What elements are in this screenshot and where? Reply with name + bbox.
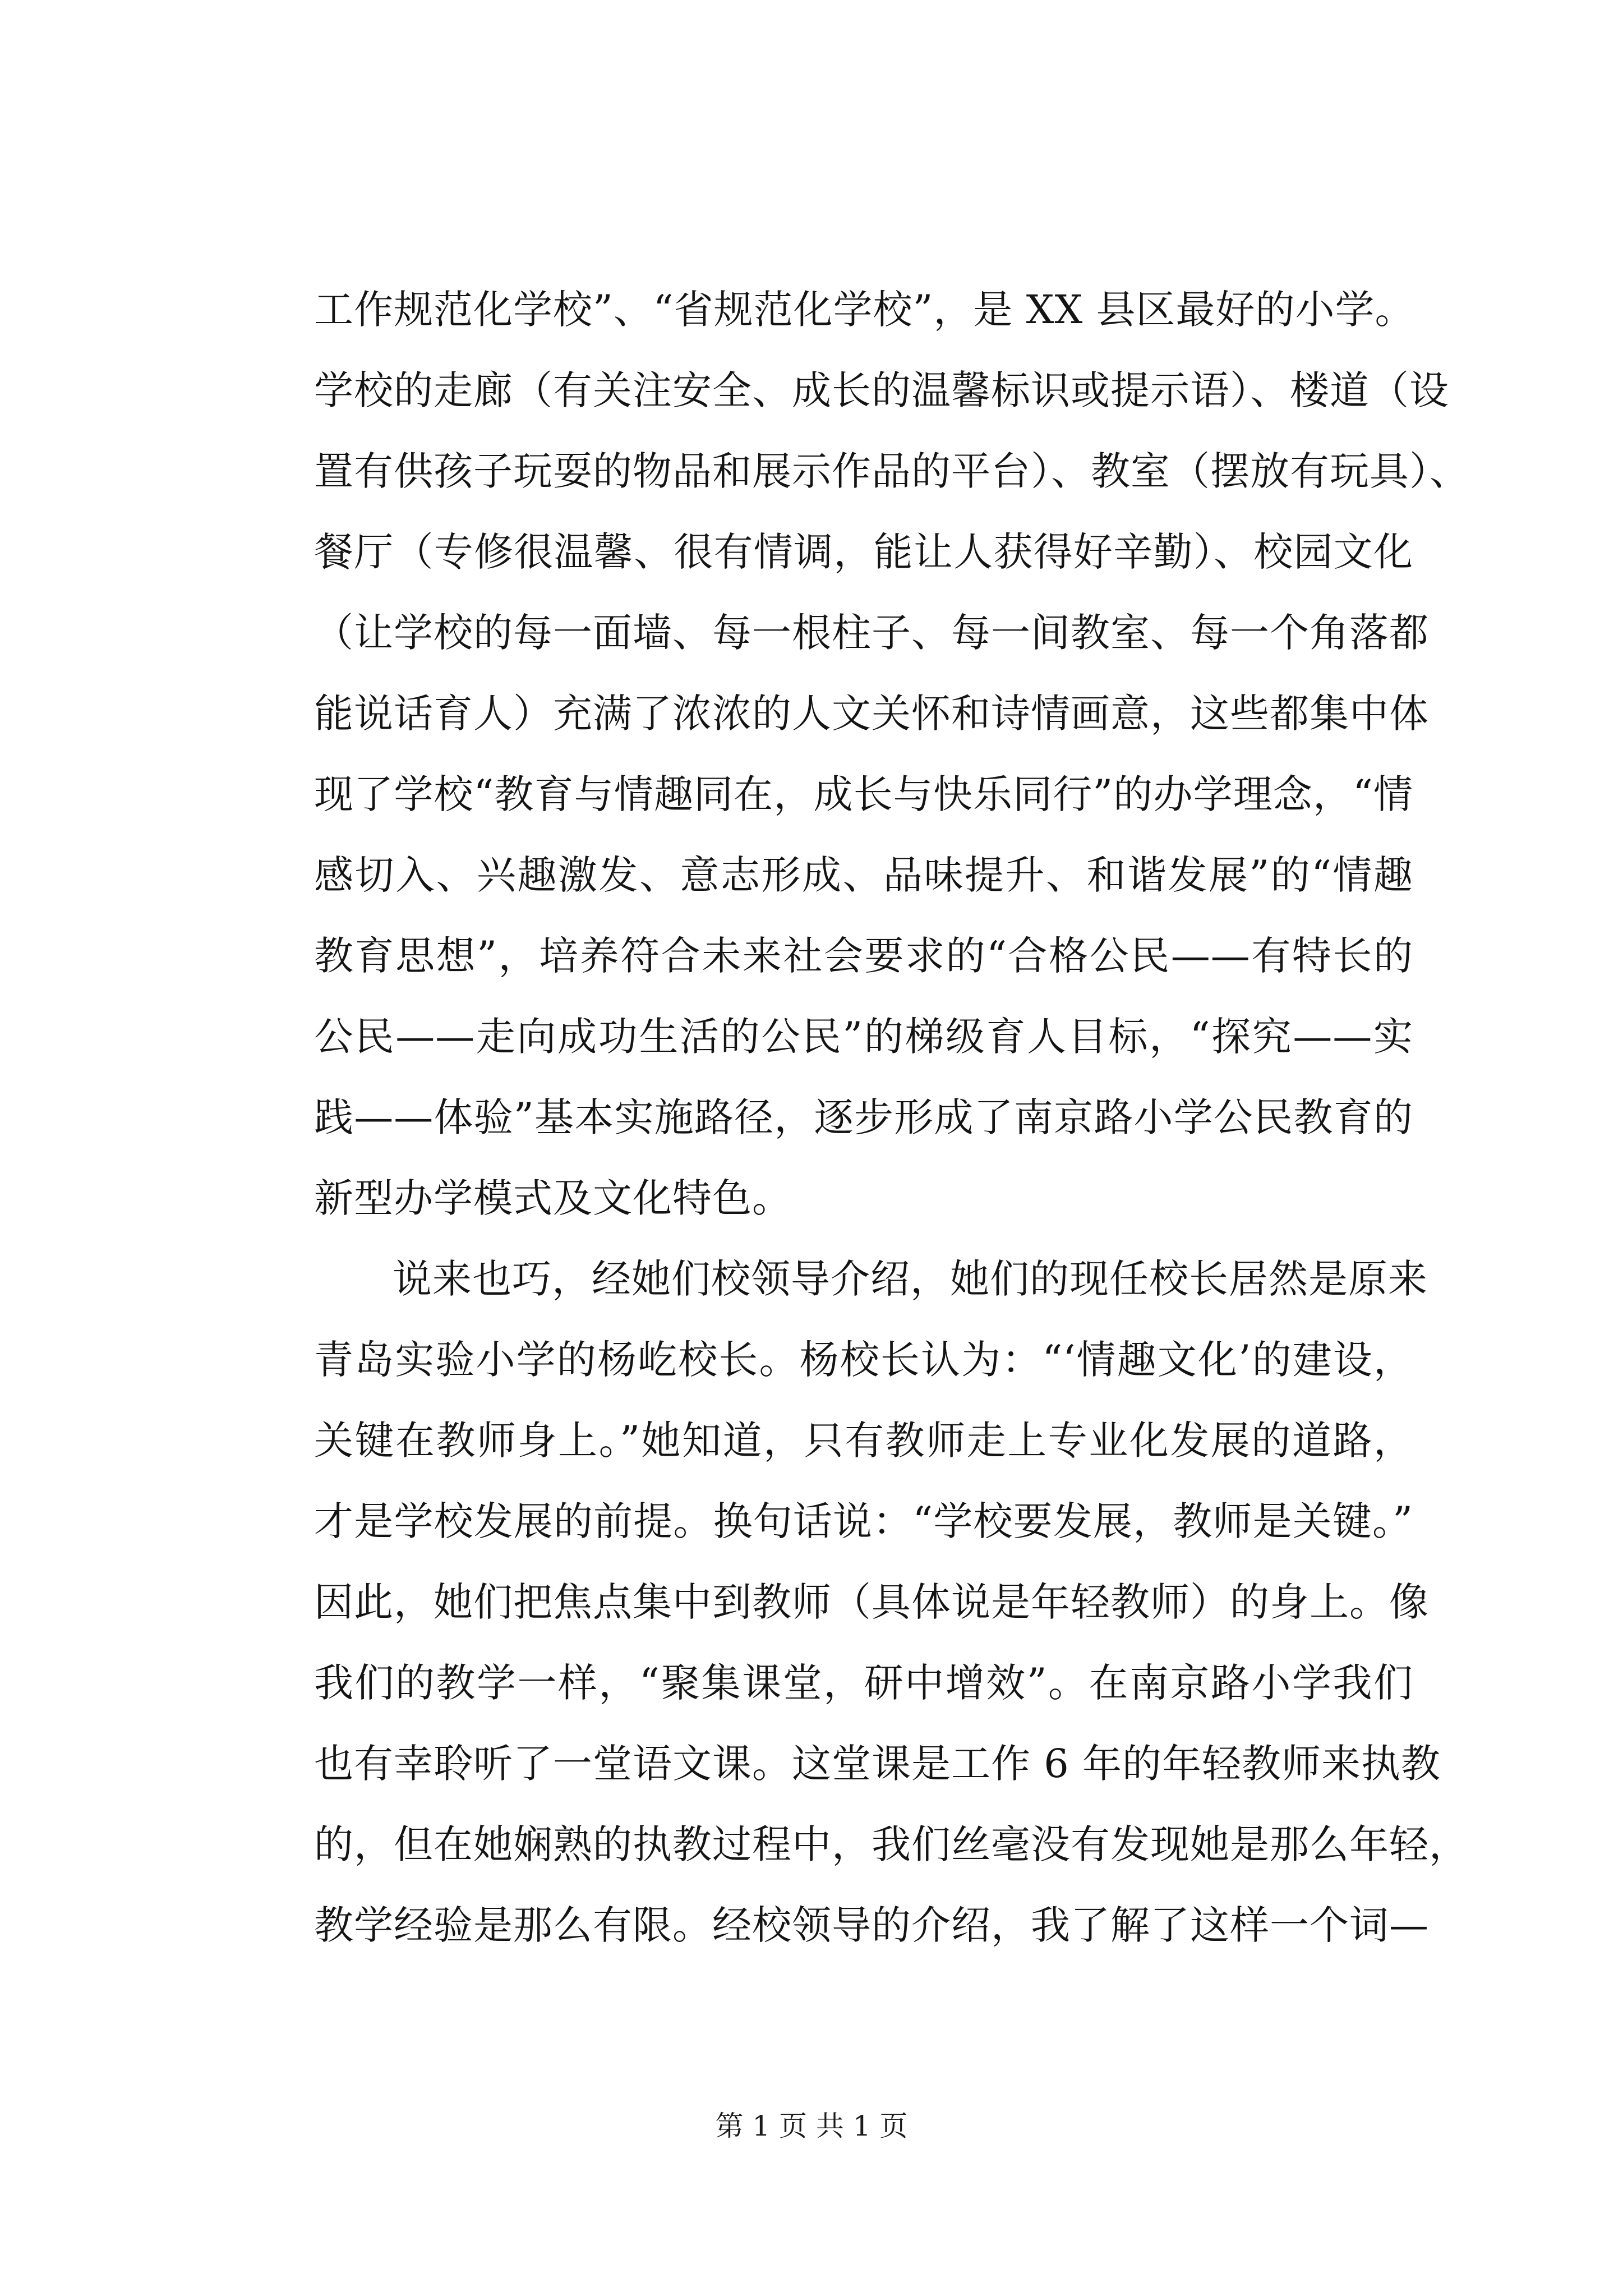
text-line: 公民——走向成功生活的公民”的梯级育人目标，“探究——实 — [314, 1014, 1413, 1060]
text-line: （让学校的每一面墙、每一根柱子、每一间教室、每一个角落都 — [314, 610, 1429, 656]
document-body — [314, 269, 1469, 1966]
text-line: 我们的教学一样，“聚集课堂，研中增效”。在南京路小学我们 — [314, 1660, 1413, 1706]
text-line: 学校的走廊（有关注安全、成长的温馨标识或提示语）、楼道（设 — [314, 367, 1449, 413]
text-line: 置有供孩子玩耍的物品和展示作品的平台）、教室（摆放有玩具）、 — [314, 448, 1469, 494]
page-number-footer: 第 1 页 共 1 页 — [715, 2110, 908, 2142]
text-line: 能说话育人）充满了浓浓的人文关怀和诗情画意，这些都集中体 — [314, 691, 1429, 737]
text-line: 关键在教师身上。”她知道，只有教师走上专业化发展的道路， — [314, 1418, 1413, 1464]
text-line: 因此，她们把焦点集中到教师（具体说是年轻教师）的身上。像 — [314, 1579, 1429, 1625]
text-line: 才是学校发展的前提。换句话说：“学校要发展，教师是关键。” — [314, 1498, 1413, 1544]
text-line: 新型办学模式及文化特色。 — [314, 1175, 792, 1221]
text-line: 教学经验是那么有限。经校领导的介绍，我了解了这样一个词— — [314, 1902, 1429, 1948]
text-line: 感切入、兴趣激发、意志形成、品味提升、和谐发展”的“情趣 — [314, 852, 1413, 898]
text-line: 青岛实验小学的杨屹校长。杨校长认为：“‘情趣文化’的建设， — [314, 1337, 1413, 1383]
text-line: 也有幸聆听了一堂语文课。这堂课是工作 6 年的年轻教师来执教 — [314, 1741, 1441, 1787]
text-line: 餐厅（专修很温馨、很有情调，能让人获得好辛勤）、校园文化 — [314, 529, 1413, 575]
text-line: 教育思想”，培养符合未来社会要求的“合格公民——有特长的 — [314, 933, 1413, 979]
text-line: 践——体验”基本实施路径，逐步形成了南京路小学公民教育的 — [314, 1094, 1413, 1140]
text-line: 的，但在她娴熟的执教过程中，我们丝毫没有发现她是那么年轻， — [314, 1821, 1469, 1867]
text-line-indented: 说来也巧，经她们校领导介绍，她们的现任校长居然是原来 — [393, 1256, 1428, 1302]
text-line: 工作规范化学校”、“省规范化学校”，是 XX 县区最好的小学。 — [314, 287, 1415, 333]
text-line: 现了学校“教育与情趣同在，成长与快乐同行”的办学理念，“情 — [314, 771, 1413, 817]
